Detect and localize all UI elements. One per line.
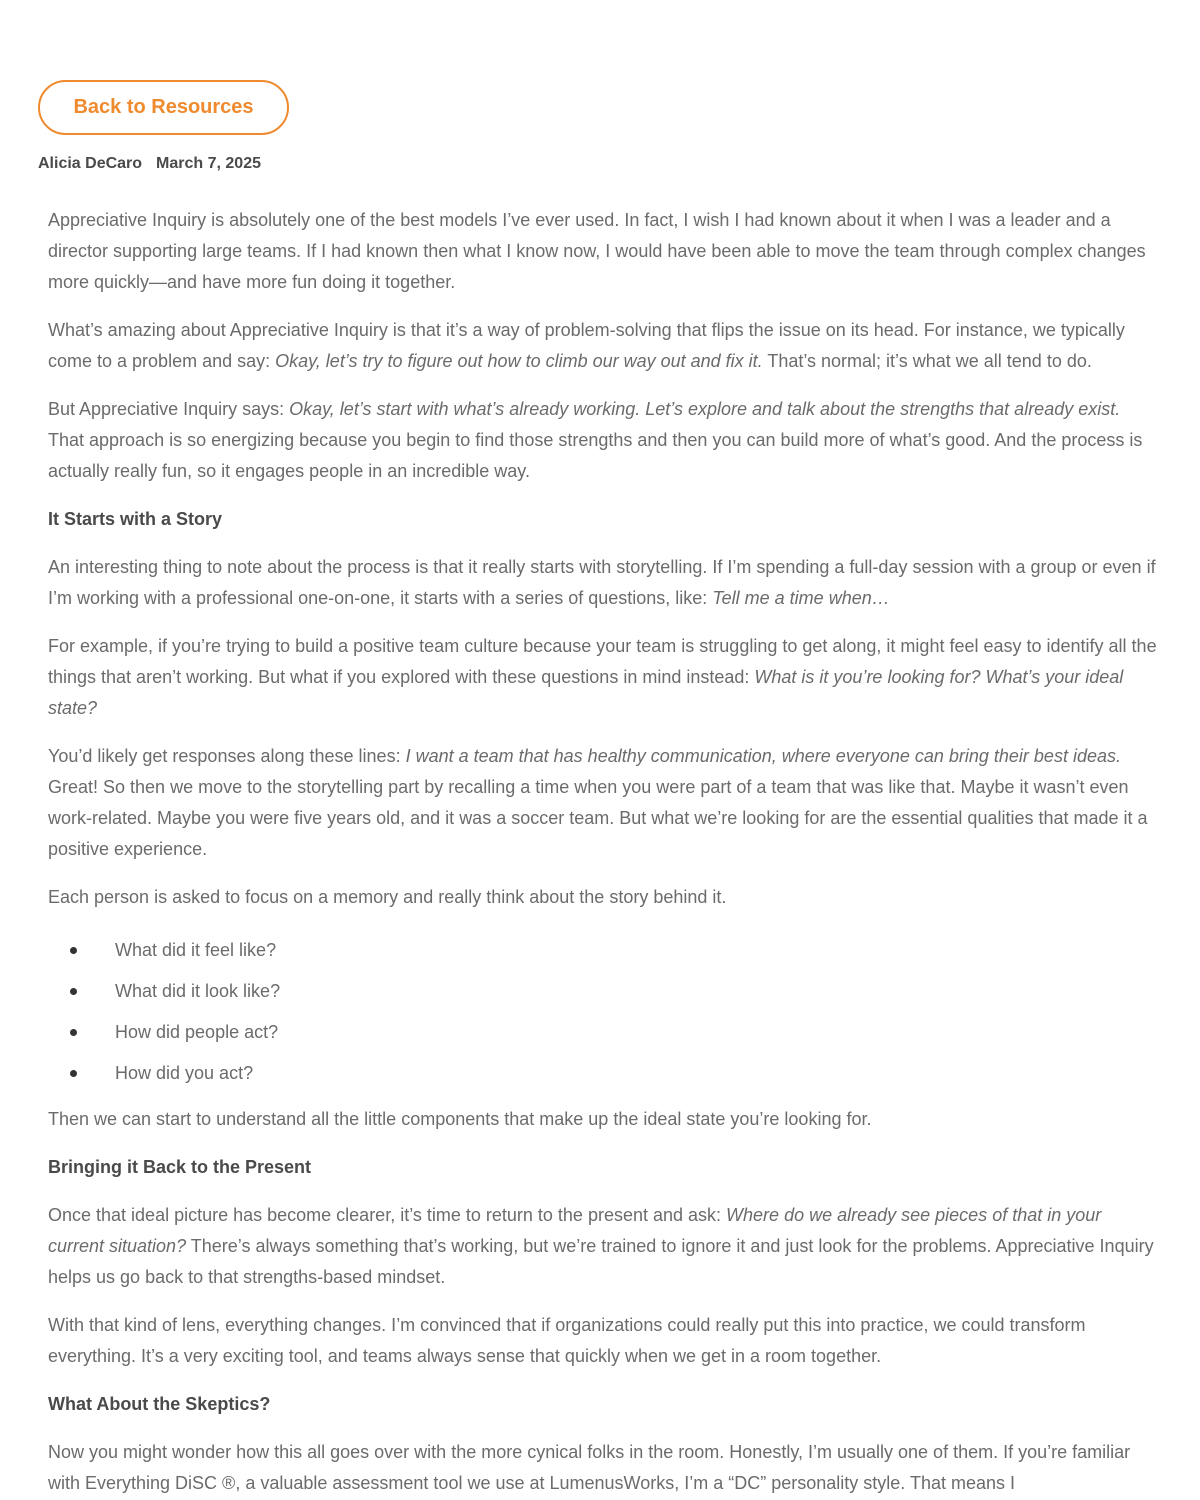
paragraph-problem-solving: What’s amazing about Appreciative Inquiry is that it’s a way of problem-solving that flips the issue on its head. For instance, we typically come to a problem and say: Okay, let’s try to figure out how to climb our way out and fix it. That’s normal; it’s what we all tend to do.	[48, 320, 1125, 371]
list-item: What did it feel like?	[115, 930, 1160, 971]
back-to-resources-button[interactable]: Back to Resources	[38, 80, 289, 135]
paragraph-present: Once that ideal picture has become clearer, it’s time to return to the present and ask: Where do we already see pieces of that in your current situation? There’s always something that’s working, but we’re trained to ignore it and just look for the problems. Appreciative Inquiry helps us go back to that strengths-based mindset.	[48, 1205, 1154, 1287]
paragraph-appreciative-says: But Appreciative Inquiry says: Okay, let’s start with what’s already working. Let’s explore and talk about the strengths that already exist. That approach is so energizing because you begin to find those strengths and then you can build more of what’s good. And the process is actually really fun, so it engages people in an incredible way.	[48, 399, 1143, 481]
paragraph-intro: Appreciative Inquiry is absolutely one of the best models I’ve ever used. In fact, I wish I had known about it when I was a leader and a director supporting large teams. If I had known then what I know now, I would have been able to move the team through complex changes more quickly—and have more fun doing it together.	[48, 210, 1146, 292]
article-body	[48, 205, 1160, 1500]
paragraph-skeptics: Now you might wonder how this all goes over with the more cynical folks in the room. Honestly, I’m usually one of them. If you’re familiar with Everything DiSC ®, a valuable assessment tool we use at LumenusWorks, I’m a “DC” personality style. That means I	[48, 1442, 1131, 1493]
publish-date: March 7, 2025	[156, 155, 261, 172]
paragraph-storytelling: An interesting thing to note about the process is that it really starts with storytelling. If I’m spending a full-day session with a group or even if I’m working with a professional one-on-one, it starts with a series of questions, like: Tell me a time when…	[48, 557, 1156, 608]
list-item: How did you act?	[115, 1053, 1160, 1094]
article-meta	[38, 155, 261, 173]
paragraph-memory: Each person is asked to focus on a memory and really think about the story behind it.	[48, 887, 727, 907]
author-name: Alicia DeCaro	[38, 155, 143, 172]
paragraph-example: For example, if you’re trying to build a positive team culture because your team is struggling to get along, it might feel easy to identify all the things that aren’t working. But what if you explored with these questions in mind instead: What is it you’re looking for? What’s your ideal state?	[48, 636, 1157, 718]
section-heading-skeptics: What About the Skeptics?	[48, 1394, 271, 1414]
paragraph-lens: With that kind of lens, everything changes. I’m convinced that if organizations could really put this into practice, we could transform everything. It’s a very exciting tool, and teams always sense that quickly when we get in a room together.	[48, 1315, 1086, 1366]
paragraph-components: Then we can start to understand all the little components that make up the ideal state you’re looking for.	[48, 1109, 872, 1129]
list-item: How did people act?	[115, 1012, 1160, 1053]
list-item: What did it look like?	[115, 971, 1160, 1012]
question-list	[48, 930, 1160, 1094]
section-heading-story: It Starts with a Story	[48, 509, 223, 529]
section-heading-present: Bringing it Back to the Present	[48, 1157, 312, 1177]
paragraph-responses: You’d likely get responses along these lines: I want a team that has healthy communication, where everyone can bring their best ideas. Great! So then we move to the storytelling part by recalling a time when you were part of a team that was like that. Maybe it wasn’t even work-related. Maybe you were five years old, and it was a soccer team. But what we’re looking for are the essential qualities that made it a positive experience.	[48, 746, 1148, 859]
